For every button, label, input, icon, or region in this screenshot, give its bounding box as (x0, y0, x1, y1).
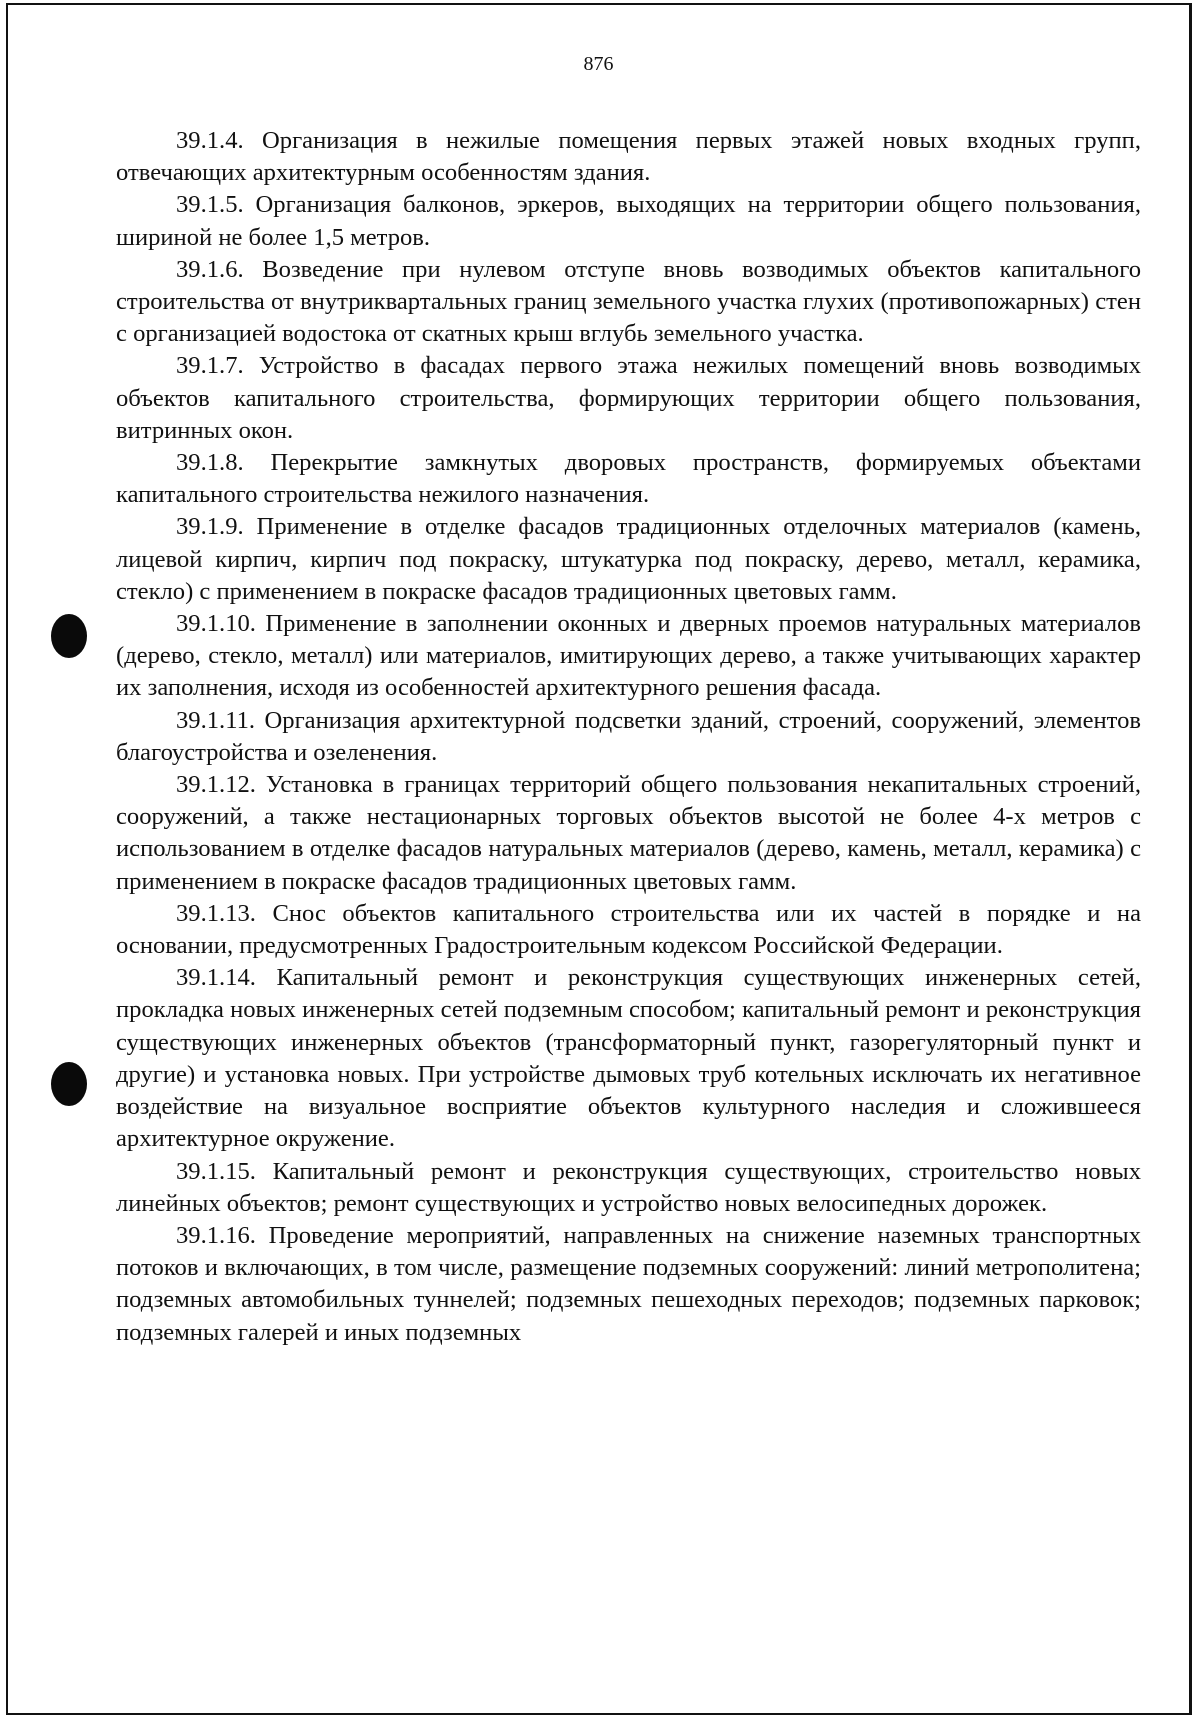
paragraph-39-1-9: 39.1.9. Применение в отделке фасадов традиционных отделочных материалов (камень, лицевой кирпич, кирпич под покраску, штукатурка под покраску, дерево, металл, керамика, стекло) с применением в покраске фасадов традиционных цветовых гамм. (116, 513, 1141, 605)
paragraph-39-1-15: 39.1.15. Капитальный ремонт и реконструкция существующих, строительство новых линейных объектов; ремонт существующих и устройство новых велосипедных дорожек. (116, 1157, 1141, 1217)
paragraph-39-1-16: 39.1.16. Проведение мероприятий, направленных на снижение наземных транспортных потоков и включающих, в том числе, размещение подземных сооружений: линий метрополитена; подземных автомобильных туннелей; подземных пешеходных переходов; подземных парковок; подземных галерей и иных подземных (116, 1221, 1141, 1346)
paragraph-39-1-8: 39.1.8. Перекрытие замкнутых дворовых пространств, формируемых объектами капитального строительства нежилого назначения. (116, 449, 1141, 509)
paragraph-39-1-10: 39.1.10. Применение в заполнении оконных и дверных проемов натуральных материалов (дерево, стекло, металл) или материалов, имитирующих дерево, а также учитывающих характер их заполнения, исходя из особенностей архитектурного решения фасада. (116, 610, 1141, 702)
page-number: 876 (583, 53, 614, 75)
paragraph-39-1-5: 39.1.5. Организация балконов, эркеров, выходящих на территории общего пользования, шириной не более 1,5 метров. (116, 191, 1141, 251)
paragraph-39-1-7: 39.1.7. Устройство в фасадах первого этажа нежилых помещений вновь возводимых объектов капитального строительства, формирующих территории общего пользования, витринных окон. (116, 352, 1141, 444)
paragraph-39-1-4: 39.1.4. Организация в нежилые помещения первых этажей новых входных групп, отвечающих архитектурным особенностям здания. (116, 127, 1141, 187)
paragraph-39-1-12: 39.1.12. Установка в границах территорий общего пользования некапитальных строений, сооружений, а также нестационарных торговых объектов высотой не более 4-х метров с использованием в отделке фасадов натуральных материалов (дерево, камень, металл, керамика) с применением в покраске фасадов традиционных цветовых гамм. (116, 771, 1141, 895)
punch-hole-upper (51, 614, 87, 658)
punch-hole-lower (51, 1062, 87, 1106)
paragraph-39-1-14: 39.1.14. Капитальный ремонт и реконструкция существующих инженерных сетей, прокладка новых инженерных сетей подземным способом; капитальный ремонт и реконструкция существующих инженерных объектов (трансформаторный пункт, газорегуляторный пункт и другие) и установка новых. При устройстве дымовых труб котельных исключать их негативное воздействие на визуальное восприятие объектов культурного наследия и сложившееся архитектурное окружение. (116, 964, 1141, 1153)
document-page (6, 3, 1192, 1715)
document-body (116, 125, 1141, 1349)
paragraph-39-1-6: 39.1.6. Возведение при нулевом отступе вновь возводимых объектов капитального строительства от внутриквартальных границ земельного участка глухих (противопожарных) стен с организацией водостока от скатных крыш вглубь земельного участка. (116, 255, 1141, 348)
paragraph-39-1-13: 39.1.13. Снос объектов капитального строительства или их частей в порядке и на основании, предусмотренных Градостроительным кодексом Российской Федерации. (116, 899, 1141, 960)
paragraph-39-1-11: 39.1.11. Организация архитектурной подсветки зданий, строений, сооружений, элементов благоустройства и озеленения. (116, 706, 1141, 766)
